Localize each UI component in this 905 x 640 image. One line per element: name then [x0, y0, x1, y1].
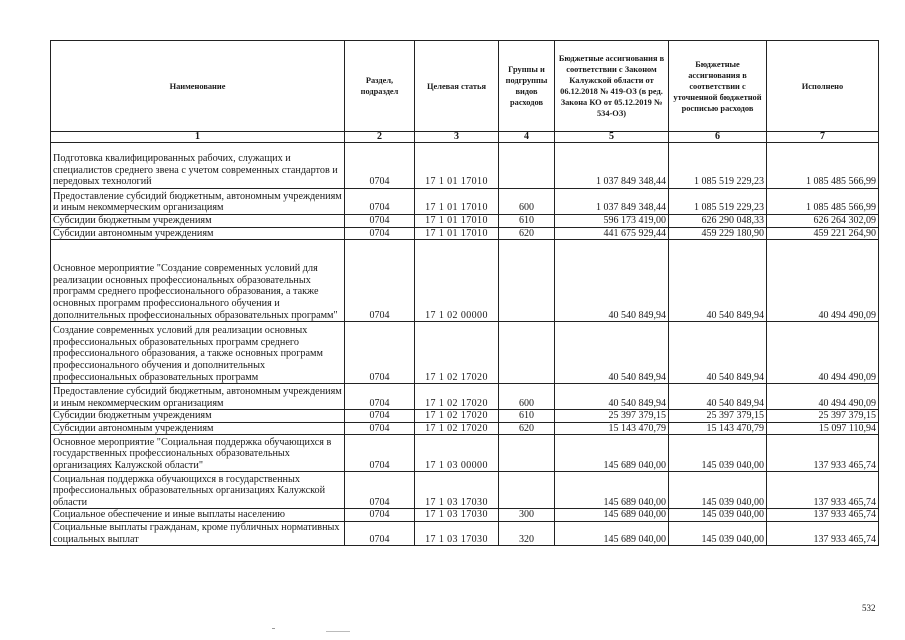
table-body: [51, 143, 879, 546]
row-name: Социальные выплаты гражданам, кроме публичных нормативных социальных выплат: [51, 521, 345, 545]
column-number: 4: [499, 132, 555, 143]
row-target: 17 1 03 17030: [415, 509, 499, 522]
row-section: 0704: [345, 509, 415, 522]
table-row: [51, 189, 879, 215]
row-target: 17 1 01 17010: [415, 143, 499, 189]
row-section: 0704: [345, 410, 415, 423]
row-section: 0704: [345, 322, 415, 384]
row-name: Социальная поддержка обучающихся в государственных профессиональных образовательных организациях Калужской области: [51, 472, 345, 509]
row-executed: 137 933 465,74: [767, 509, 879, 522]
row-law-allocation: 145 689 040,00: [555, 521, 669, 545]
row-refined-allocation: 145 039 040,00: [669, 435, 767, 472]
row-name: Основное мероприятие "Создание современных условий для реализации основных профессиональных образовательных программ среднего профессионального образования, а также основных программ профессионального обучения и дополнительных профессиональных образовательных программ": [51, 240, 345, 322]
row-target: 17 1 02 17020: [415, 422, 499, 435]
row-section: 0704: [345, 240, 415, 322]
scan-mark: [326, 631, 350, 632]
row-section: 0704: [345, 143, 415, 189]
budget-report-sheet: [50, 40, 878, 546]
row-executed: 1 085 485 566,99: [767, 189, 879, 215]
table-row: [51, 521, 879, 545]
row-executed: 40 494 490,09: [767, 322, 879, 384]
row-group: [499, 472, 555, 509]
row-group: [499, 322, 555, 384]
row-refined-allocation: 145 039 040,00: [669, 521, 767, 545]
row-group: 600: [499, 189, 555, 215]
row-refined-allocation: 145 039 040,00: [669, 509, 767, 522]
header-executed: Исполнено: [767, 41, 879, 132]
row-group: 600: [499, 384, 555, 410]
row-law-allocation: 40 540 849,94: [555, 384, 669, 410]
row-group: [499, 143, 555, 189]
column-number: 1: [51, 132, 345, 143]
row-name: Основное мероприятие "Социальная поддержка обучающихся в государственных профессиональных образовательных организациях Калужской области": [51, 435, 345, 472]
column-number: 3: [415, 132, 499, 143]
row-target: 17 1 02 17020: [415, 384, 499, 410]
row-law-allocation: 145 689 040,00: [555, 472, 669, 509]
row-group: 300: [499, 509, 555, 522]
row-refined-allocation: 40 540 849,94: [669, 322, 767, 384]
header-law-allocations: Бюджетные ассигнования в соответствии с Законом Калужской области от 06.12.2018 № 419-ОЗ (в ред. Закона КО от 05.12.2019 № 534-ОЗ): [555, 41, 669, 132]
row-section: 0704: [345, 215, 415, 228]
row-refined-allocation: 1 085 519 229,23: [669, 189, 767, 215]
table-row: [51, 227, 879, 240]
row-target: 17 1 01 17010: [415, 189, 499, 215]
row-executed: 40 494 490,09: [767, 384, 879, 410]
row-target: 17 1 01 17010: [415, 215, 499, 228]
row-refined-allocation: 40 540 849,94: [669, 384, 767, 410]
table-row: [51, 410, 879, 423]
header-name: Наименование: [51, 41, 345, 132]
row-law-allocation: 1 037 849 348,44: [555, 189, 669, 215]
row-refined-allocation: 145 039 040,00: [669, 472, 767, 509]
row-group: 610: [499, 215, 555, 228]
budget-table: [50, 40, 879, 546]
row-law-allocation: 596 173 419,00: [555, 215, 669, 228]
row-target: 17 1 02 00000: [415, 240, 499, 322]
column-number-row: [51, 132, 879, 143]
row-refined-allocation: 40 540 849,94: [669, 240, 767, 322]
row-law-allocation: 441 675 929,44: [555, 227, 669, 240]
row-name: Субсидии автономным учреждениям: [51, 422, 345, 435]
table-row: [51, 322, 879, 384]
header-refined-allocations: Бюджетные ассигнования в соответствии с уточненной бюджетной росписью расходов: [669, 41, 767, 132]
table-row: [51, 509, 879, 522]
row-group: 610: [499, 410, 555, 423]
row-name: Субсидии бюджетным учреждениям: [51, 215, 345, 228]
row-executed: 1 085 485 566,99: [767, 143, 879, 189]
row-section: 0704: [345, 422, 415, 435]
row-refined-allocation: 15 143 470,79: [669, 422, 767, 435]
row-target: 17 1 01 17010: [415, 227, 499, 240]
row-refined-allocation: 25 397 379,15: [669, 410, 767, 423]
row-section: 0704: [345, 227, 415, 240]
table-row: [51, 472, 879, 509]
row-law-allocation: 25 397 379,15: [555, 410, 669, 423]
row-executed: 25 397 379,15: [767, 410, 879, 423]
row-executed: 459 221 264,90: [767, 227, 879, 240]
row-law-allocation: 40 540 849,94: [555, 322, 669, 384]
row-executed: 137 933 465,74: [767, 472, 879, 509]
row-target: 17 1 03 00000: [415, 435, 499, 472]
row-target: 17 1 02 17020: [415, 322, 499, 384]
row-law-allocation: 145 689 040,00: [555, 509, 669, 522]
row-section: 0704: [345, 189, 415, 215]
row-group: [499, 240, 555, 322]
column-number: 2: [345, 132, 415, 143]
header-row: [51, 41, 879, 132]
row-group: 620: [499, 227, 555, 240]
column-number: 5: [555, 132, 669, 143]
row-target: 17 1 02 17020: [415, 410, 499, 423]
row-law-allocation: 1 037 849 348,44: [555, 143, 669, 189]
row-law-allocation: 15 143 470,79: [555, 422, 669, 435]
table-row: [51, 384, 879, 410]
row-refined-allocation: 626 290 048,33: [669, 215, 767, 228]
row-name: Субсидии бюджетным учреждениям: [51, 410, 345, 423]
row-section: 0704: [345, 435, 415, 472]
row-refined-allocation: 459 229 180,90: [669, 227, 767, 240]
table-row: [51, 435, 879, 472]
column-number: 6: [669, 132, 767, 143]
row-executed: 137 933 465,74: [767, 435, 879, 472]
row-section: 0704: [345, 521, 415, 545]
row-section: 0704: [345, 384, 415, 410]
row-section: 0704: [345, 472, 415, 509]
scan-mark: [272, 628, 275, 629]
row-name: Создание современных условий для реализации основных профессиональных образовательных программ среднего профессионального образования, а также основных программ профессионального обучения и дополнительных профессиональных образовательных программ: [51, 322, 345, 384]
row-law-allocation: 145 689 040,00: [555, 435, 669, 472]
row-name: Субсидии автономным учреждениям: [51, 227, 345, 240]
row-group: 620: [499, 422, 555, 435]
row-name: Подготовка квалифицированных рабочих, служащих и специалистов среднего звена с учетом современных стандартов и передовых технологий: [51, 143, 345, 189]
table-row: [51, 240, 879, 322]
row-group: [499, 435, 555, 472]
header-groups: Группы и подгруппы видов расходов: [499, 41, 555, 132]
row-executed: 40 494 490,09: [767, 240, 879, 322]
table-row: [51, 215, 879, 228]
header-section: Раздел, подраздел: [345, 41, 415, 132]
table-row: [51, 143, 879, 189]
row-executed: 626 264 302,09: [767, 215, 879, 228]
header-target: Целевая статья: [415, 41, 499, 132]
row-executed: 15 097 110,94: [767, 422, 879, 435]
column-number: 7: [767, 132, 879, 143]
table-row: [51, 422, 879, 435]
row-name: Социальное обеспечение и иные выплаты населению: [51, 509, 345, 522]
row-group: 320: [499, 521, 555, 545]
row-target: 17 1 03 17030: [415, 521, 499, 545]
page-number: 532: [862, 603, 876, 613]
row-executed: 137 933 465,74: [767, 521, 879, 545]
row-target: 17 1 03 17030: [415, 472, 499, 509]
row-law-allocation: 40 540 849,94: [555, 240, 669, 322]
row-name: Предоставление субсидий бюджетным, автономным учреждениям и иным некоммерческим организациям: [51, 384, 345, 410]
row-name: Предоставление субсидий бюджетным, автономным учреждениям и иным некоммерческим организациям: [51, 189, 345, 215]
row-refined-allocation: 1 085 519 229,23: [669, 143, 767, 189]
